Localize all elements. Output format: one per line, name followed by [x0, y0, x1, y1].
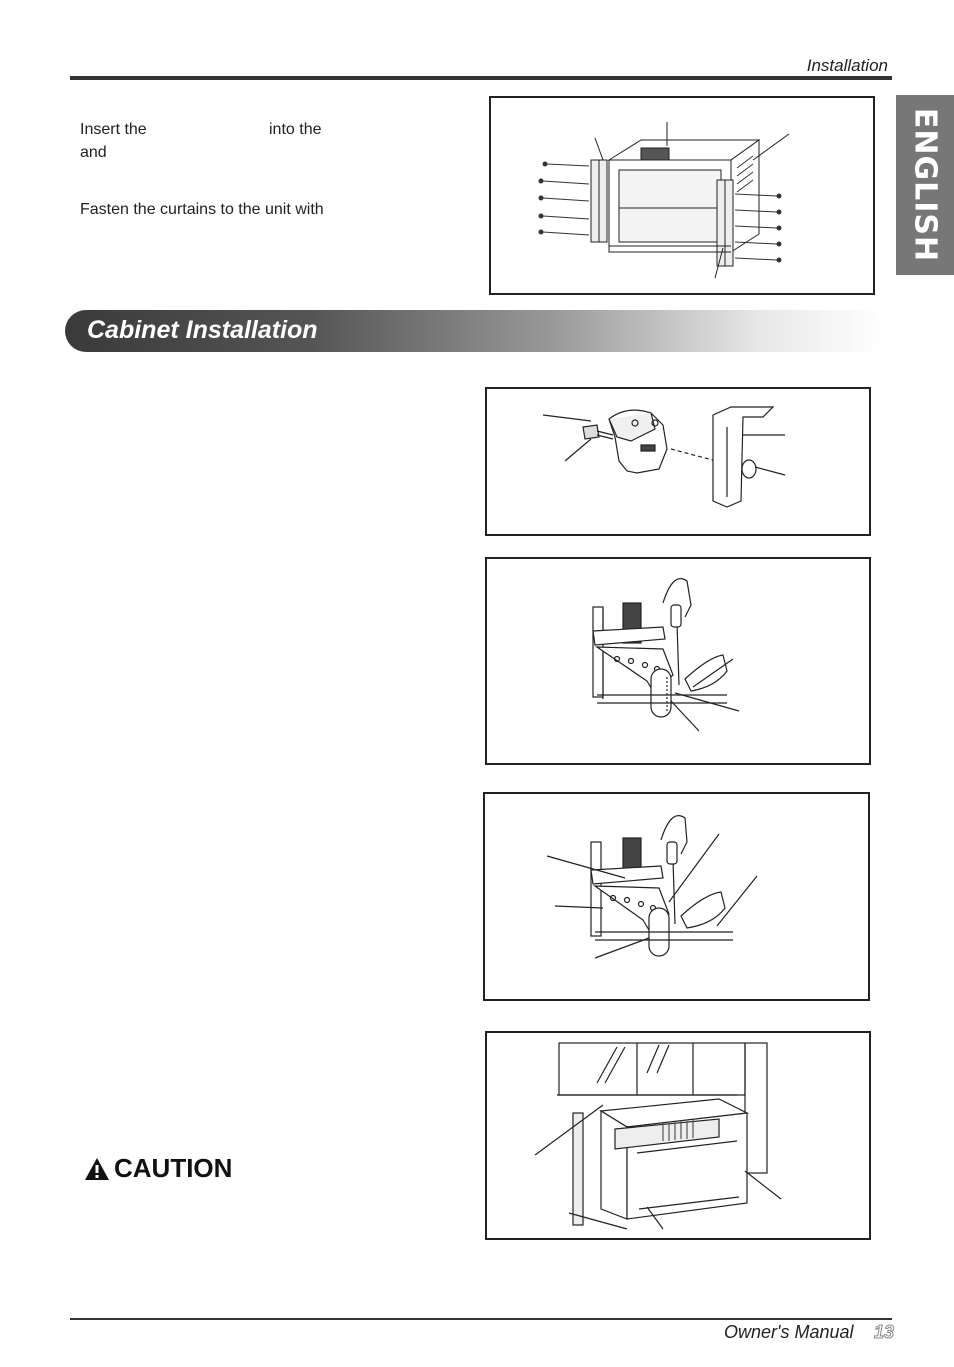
intro-text-1a: Insert the [80, 121, 147, 138]
intro-text-3: Fasten the curtains to the unit with [80, 201, 324, 218]
figure-cabinet-curtains [489, 96, 875, 295]
figure-bracket-install-1 [485, 557, 871, 765]
page-number: 13 [874, 1322, 895, 1342]
bracket-install-illustration-2 [485, 794, 868, 999]
section-label: Installation [806, 56, 888, 75]
bracket-parts-illustration [487, 389, 869, 534]
caution-heading [84, 1153, 232, 1184]
language-tab [896, 95, 954, 275]
figure-bracket-parts [485, 387, 871, 536]
section-banner [65, 310, 885, 352]
cabinet-window-illustration [487, 1033, 869, 1238]
caution-label: CAUTION [114, 1153, 233, 1183]
warning-triangle-icon [84, 1157, 110, 1181]
language-tab-label: ENGLISH [907, 107, 943, 263]
footer-rule [70, 1318, 892, 1320]
footer-manual-label: Owner's Manual [724, 1322, 854, 1342]
figure-cabinet-window [485, 1031, 871, 1240]
intro-text-2: and [80, 144, 107, 161]
bracket-install-illustration-1 [487, 559, 869, 763]
figure-bracket-install-2 [483, 792, 870, 1001]
header-rule [70, 76, 892, 80]
intro-text-1b: into the [269, 121, 322, 138]
banner-title: Cabinet Installation [87, 316, 318, 344]
cabinet-curtains-illustration [491, 98, 873, 293]
